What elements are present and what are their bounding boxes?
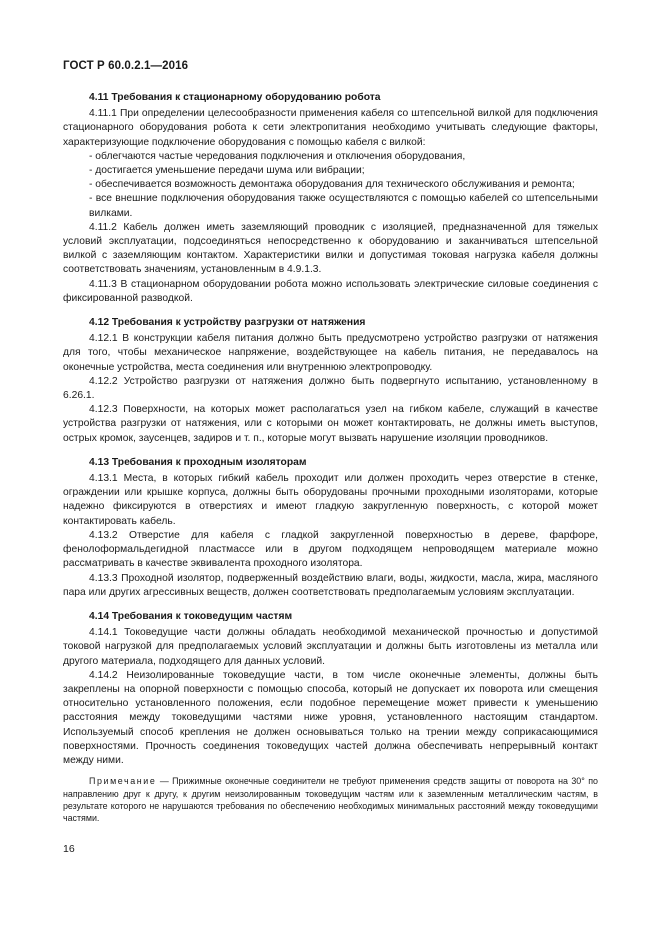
paragraph-4-11-2: 4.11.2 Кабель должен иметь заземляющий проводник с изоляцией, предназначенной для тяжелых условий эксплуатации, подсоединяться непосредственно к оборудованию и заканчиваться штепсельной вилкой с заземляющим контактом. Характеристики вилки и допустимая токовая нагрузка кабеля должны соответствовать значениям, установленным в 4.9.1.3.: [63, 221, 598, 276]
page-body: [63, 91, 598, 825]
list-item: - облегчаются частые чередования подключения и отключения оборудования,: [89, 150, 466, 162]
paragraph-4-14-2: 4.14.2 Неизолированные токоведущие части, в том числе оконечные элементы, должны быть закреплены на опорной поверхности с помощью способа, который не допускает их поворота или смещения относительно установленного положения, если подобное перемещение может привести к уменьшению расстояния между токоведущими частями ниже уровня, установленного настоящим стандартом. Используемый способ крепления не должен основываться только на трении между соприкасающимися поверхностями. Прочность соединения токоведущих частей должна обеспечивать непрерывный контакт между ними.: [63, 669, 598, 766]
document-code: ГОСТ Р 60.0.2.1—2016: [63, 60, 189, 72]
paragraph-4-13-2: 4.13.2 Отверстие для кабеля с гладкой закругленной поверхностью в дереве, фарфоре, фенолоформальдегидной пластмассе или в другом подходящем непроводящем материале можно рассматривать в качестве эквивалента проходного изолятора.: [63, 529, 598, 570]
paragraph-4-11-1: 4.11.1 При определении целесообразности применения кабеля со штепсельной вилкой для подключения стационарного оборудования робота к сети электропитания необходимо учитывать следующие факторы, характеризующие подключение оборудования с помощью кабеля с вилкой:: [63, 108, 598, 148]
paragraph-4-13-3: 4.13.3 Проходной изолятор, подверженный воздействию влаги, воды, жидкости, масла, жира, масляного пара или других агрессивных веществ, должен соответствовать предполагаемым условиям эксплуатации.: [63, 572, 598, 598]
page-number: 16: [63, 843, 75, 855]
list-item: - все внешние подключения оборудования также осуществляются с помощью кабелей со штепсельными вилками.: [89, 193, 598, 219]
section-title-4-12: 4.12 Требования к устройству разгрузки от натяжения: [89, 317, 366, 329]
section-title-4-13: 4.13 Требования к проходным изоляторам: [89, 456, 307, 468]
note-text: — Прижимные оконечные соединители не требуют применения средств защиты от поворота на 30° по направлению друг к другу, к другим неизолированным токоведущим частям или к заземленным металлическим частям, в результате которого не нарушаются требования по обеспечению необходимых минимальных расстояний между токоведущими частями.: [63, 776, 598, 824]
paragraph-4-14-1: 4.14.1 Токоведущие части должны обладать необходимой механической прочностью и допустимой токовой нагрузкой для предполагаемых условий эксплуатации и должны быть изготовлены из металла или другого материала, подходящего для данных условий.: [63, 627, 598, 667]
list-item: - обеспечивается возможность демонтажа оборудования для технического обслуживания и ремонта;: [89, 179, 575, 191]
section-title-4-14: 4.14 Требования к токоведущим частям: [89, 610, 293, 622]
note: [63, 775, 598, 825]
section-title-4-11: 4.11 Требования к стационарному оборудованию робота: [89, 92, 381, 103]
paragraph-4-13-1: 4.13.1 Места, в которых гибкий кабель проходит или должен проходить через отверстие в стенке, ограждении или крышке корпуса, должны быть оборудованы прочными проходными изоляторами, которые надежно фиксируются в отверстиях и имеют гладкую закругленную поверхность, с которой может контактировать кабель.: [63, 473, 598, 527]
paragraph-4-11-3: 4.11.3 В стационарном оборудовании робота можно использовать электрические силовые соединения с фиксированной разводкой.: [63, 278, 598, 304]
note-label: Примечание: [89, 776, 157, 787]
paragraph-4-12-2: 4.12.2 Устройство разгрузки от натяжения должно быть подвергнуто испытанию, установленному в 6.26.1.: [63, 375, 598, 402]
paragraph-4-12-3: 4.12.3 Поверхности, на которых может располагаться узел на гибком кабеле, служащий в качестве устройства разгрузки от натяжения, или с которыми он может контактировать, не должны иметь выступов, острых кромок, заусенцев, задиров и т. п., которые могут вызвать нарушение изоляции проводников.: [63, 404, 598, 444]
list-item: - достигается уменьшение передачи шума или вибрации;: [89, 165, 365, 177]
paragraph-4-12-1: 4.12.1 В конструкции кабеля питания должно быть предусмотрено устройство разгрузки от натяжения для того, чтобы механическое напряжение, воздействующее на кабель питания, не передавалось на оконечные устройства, места соединения или внутреннюю электропроводку.: [63, 333, 598, 373]
